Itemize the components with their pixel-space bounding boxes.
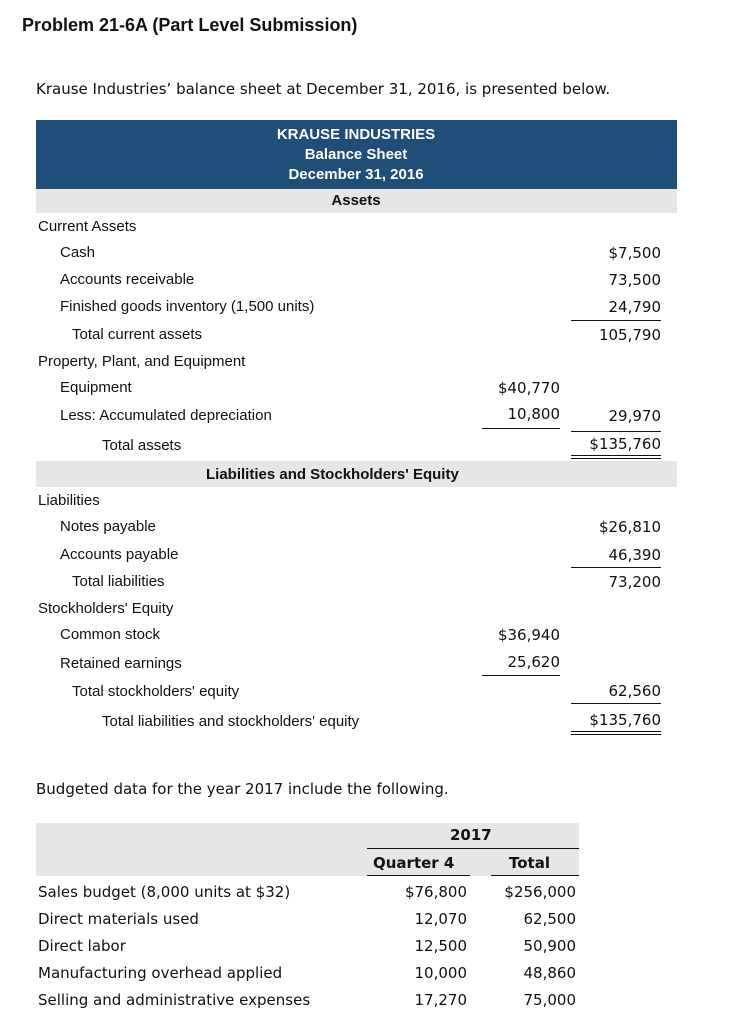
budget-row-total: 62,500 [523, 910, 576, 928]
assets-header: Assets [331, 192, 381, 209]
budget-row-label: Sales budget (8,000 units at $32) [38, 883, 291, 901]
company-name: KRAUSE INDUSTRIES [276, 126, 436, 143]
budget-year: 2017 [450, 826, 492, 844]
total-lse-label: Total liabilities and stockholders' equity [102, 713, 360, 730]
underline [491, 875, 579, 876]
budget-row-label: Direct materials used [38, 910, 199, 928]
accum-dep-value: 10,800 [507, 405, 560, 423]
total-liabilities-label: Total liabilities [72, 573, 165, 590]
underline [571, 320, 661, 321]
se-label: Stockholders' Equity [38, 600, 174, 617]
underline [571, 703, 661, 704]
underline [571, 567, 661, 568]
budget-row-total: $256,000 [504, 883, 576, 901]
common-stock-label: Common stock [60, 626, 161, 643]
retained-earnings-label: Retained earnings [60, 655, 182, 672]
cash-label: Cash [60, 244, 96, 261]
col-total: Total [509, 854, 550, 872]
total-liabilities-value: 73,200 [608, 573, 661, 591]
liabilities-label: Liabilities [38, 492, 100, 509]
double-underline [571, 731, 661, 735]
budget-intro: Budgeted data for the year 2017 include the following. [36, 780, 449, 798]
ap-label: Accounts payable [60, 546, 179, 563]
common-stock-value: $36,940 [497, 626, 560, 644]
notes-value: $26,810 [598, 518, 661, 536]
equipment-value: $40,770 [497, 379, 560, 397]
col-quarter4: Quarter 4 [373, 854, 455, 872]
total-lse-value: $135,760 [589, 711, 661, 729]
statement-date: December 31, 2016 [288, 166, 424, 183]
accum-dep-label: Less: Accumulated depreciation [60, 407, 272, 424]
ar-value: 73,500 [608, 271, 661, 289]
net-ppe-value: 29,970 [608, 407, 661, 425]
inventory-label: Finished goods inventory (1,500 units) [60, 298, 315, 315]
budget-row-q4: $76,800 [404, 883, 467, 901]
underline [482, 428, 560, 429]
inventory-value: 24,790 [608, 298, 661, 316]
budget-row-q4: 17,270 [414, 991, 467, 1009]
underline [482, 675, 560, 676]
statement-name: Balance Sheet [304, 146, 408, 163]
budget-row-q4: 12,070 [414, 910, 467, 928]
cash-value: $7,500 [608, 244, 661, 262]
ppe-label: Property, Plant, and Equipment [38, 353, 246, 370]
budget-row-label: Direct labor [38, 937, 126, 955]
total-assets-label: Total assets [102, 437, 182, 454]
ap-value: 46,390 [608, 546, 661, 564]
budget-row-total: 48,860 [523, 964, 576, 982]
total-assets-value: $135,760 [589, 435, 661, 453]
budget-row-total: 50,900 [523, 937, 576, 955]
budget-header-band [36, 823, 579, 876]
equipment-label: Equipment [60, 379, 132, 396]
underline [571, 431, 661, 432]
intro-text: Krause Industries’ balance sheet at December 31, 2016, is presented below. [36, 80, 611, 98]
ar-label: Accounts receivable [60, 271, 195, 288]
retained-earnings-value: 25,620 [507, 653, 560, 671]
budget-row-total: 75,000 [523, 991, 576, 1009]
budget-row-q4: 12,500 [414, 937, 467, 955]
current-assets-label: Current Assets [38, 218, 137, 235]
notes-label: Notes payable [60, 518, 156, 535]
total-se-label: Total stockholders' equity [72, 683, 240, 700]
budget-row-label: Manufacturing overhead applied [38, 964, 283, 982]
underline [367, 875, 470, 876]
total-current-label: Total current assets [72, 326, 203, 343]
total-se-value: 62,560 [608, 682, 661, 700]
underline [367, 848, 579, 849]
double-underline [571, 455, 661, 459]
budget-row-q4: 10,000 [414, 964, 467, 982]
problem-title: Problem 21-6A (Part Level Submission) [22, 15, 358, 35]
budget-row-label: Selling and administrative expenses [38, 991, 311, 1009]
liabilities-header: Liabilities and Stockholders' Equity [206, 466, 459, 483]
total-current-value: 105,790 [598, 326, 661, 344]
